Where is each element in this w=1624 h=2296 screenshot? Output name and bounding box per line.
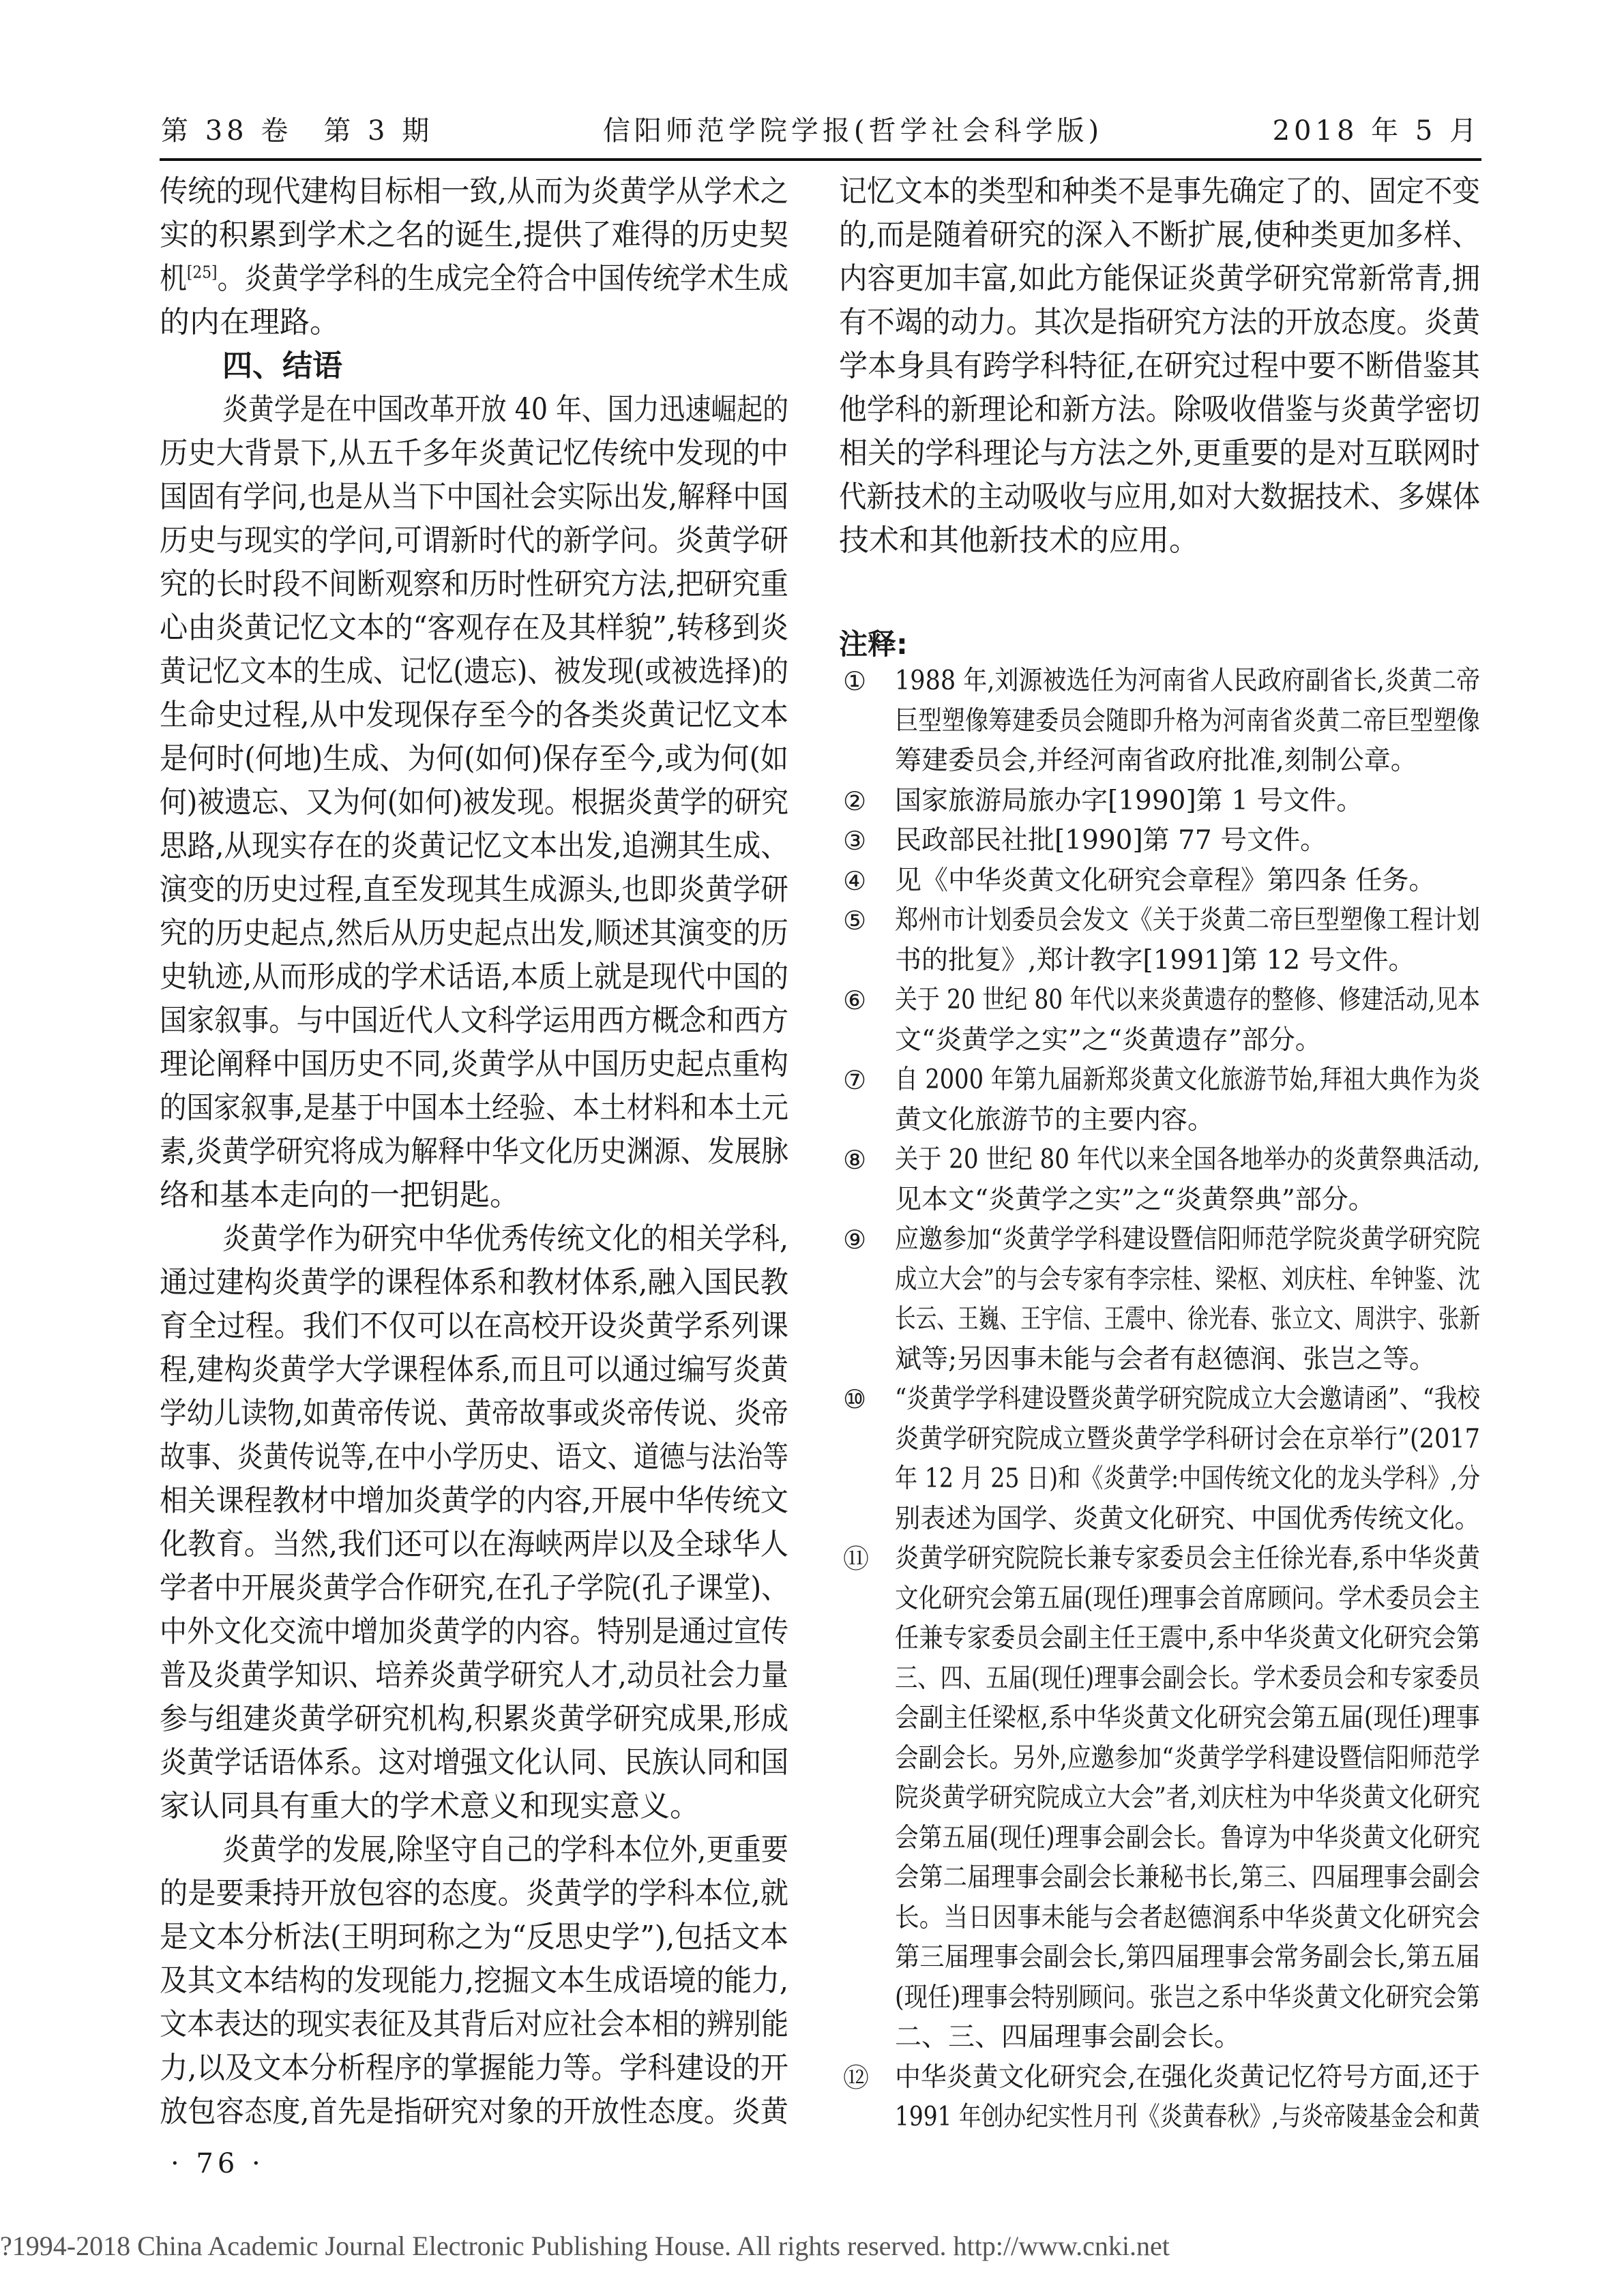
body-text-line: 黄记忆文本的生成、记忆(遗忘)、被发现(或被选择)的 — [160, 654, 789, 689]
body-text-line: 的是要秉持开放包容的态度。炎黄学的学科本位,就 — [160, 1876, 788, 1911]
body-text-line: 家认同具有重大的学术意义和现实意义。 — [160, 1789, 700, 1823]
note-text-line: 会第五届(现任)理事会副会长。鲁谆为中华炎黄文化研究 — [895, 1822, 1481, 1853]
body-text-line: 相关的学科理论与方法之外,更重要的是对互联网时 — [839, 436, 1480, 471]
body-text-line: 育全过程。我们不仅可以在高校开设炎黄学系列课 — [160, 1309, 789, 1343]
body-text-line: 力,以及文本分析程序的掌握能力等。学科建设的开 — [160, 2051, 788, 2085]
note-text-line: 文“炎黄学之实”之“炎黄遗存”部分。 — [895, 1024, 1322, 1056]
note-number: ③ — [843, 826, 867, 856]
body-text-line: 演变的历史过程,直至发现其生成源头,也即炎黄学研 — [160, 872, 788, 907]
note-text-line: (现任)理事会特别顾问。张岂之系中华炎黄文化研究会第 — [895, 1982, 1481, 2013]
body-text-line: 究的历史起点,然后从历史起点出发,顺述其演变的历 — [160, 916, 788, 951]
body-text-line: 记忆文本的类型和种类不是事先确定了的、固定不变 — [839, 174, 1481, 209]
note-text-line: 成立大会”的与会专家有李宗桂、梁枢、刘庆柱、牟钟鉴、沈 — [895, 1264, 1480, 1295]
body-text-line: 传统的现代建构目标相一致,从而为炎黄学从学术之 — [160, 174, 788, 209]
body-text-line: 学本身具有跨学科特征,在研究过程中要不断借鉴其 — [839, 348, 1480, 383]
note-text-line: “炎黄学学科建设暨炎黄学研究院成立大会邀请函”、“我校 — [895, 1384, 1481, 1414]
body-text-line: 的内在理路。 — [160, 305, 340, 340]
header-volume-issue: 第 38 卷 第 3 期 — [161, 115, 434, 147]
note-text-line: 1988 年,刘源被选任为河南省人民政府副省长,炎黄二帝 — [895, 666, 1480, 696]
note-text-line: 任兼专家委员会副主任王震中,系中华炎黄文化研究会第 — [895, 1623, 1481, 1654]
body-text-line: 炎黄学作为研究中华优秀传统文化的相关学科, — [222, 1221, 788, 1256]
notes-heading: 注释: — [839, 627, 908, 661]
note-number: ⑧ — [843, 1145, 867, 1175]
body-text-line: 历史大背景下,从五千多年炎黄记忆传统中发现的中 — [160, 436, 788, 471]
note-text-line: 民政部民社批[1990]第 77 号文件。 — [895, 825, 1327, 856]
body-text-line: 实的积累到学术之名的诞生,提供了难得的历史契 — [160, 218, 789, 252]
note-text-line: 书的批复》,郑计教字[1991]第 12 号文件。 — [895, 944, 1415, 976]
body-text-line: 相关课程教材中增加炎黄学的内容,开展中华传统文 — [160, 1483, 788, 1518]
body-text-line: 学者中开展炎黄学合作研究,在孔子学院(孔子课堂)、 — [160, 1570, 789, 1605]
citation-ref[interactable]: [25] — [186, 263, 218, 282]
copyright-notice: ?1994-2018 China Academic Journal Electronic Publishing House. All rights reserved. http://www.cnki.net — [0, 2231, 1170, 2261]
note-text-line: 应邀参加“炎黄学学科建设暨信阳师范学院炎黄学研究院 — [895, 1224, 1480, 1255]
body-text-line: 究的长时段不间断观察和历时性研究方法,把研究重 — [160, 567, 788, 601]
header-rule — [160, 158, 1481, 161]
body-text-line: 理论阐释中国历史不同,炎黄学从中国历史起点重构 — [160, 1047, 788, 1082]
note-text-line: 文化研究会第五届(现任)理事会首席顾问。学术委员会主 — [895, 1583, 1481, 1614]
body-text-line: 通过建构炎黄学的课程体系和教材体系,融入国民教 — [160, 1265, 788, 1300]
note-number: ④ — [843, 865, 867, 896]
note-number: ⑦ — [843, 1065, 867, 1095]
note-text-line: 斌等;另因事未能与会者有赵德润、张岂之等。 — [895, 1343, 1436, 1375]
note-text-line: 长云、王巍、王宇信、王震中、徐光春、张立文、周洪宇、张新 — [895, 1304, 1480, 1335]
body-text-line: 炎黄学话语体系。这对增强文化认同、民族认同和国 — [160, 1745, 789, 1780]
body-text-line: 放包容态度,首先是指研究对象的开放性态度。炎黄 — [160, 2094, 788, 2129]
note-text-line: 三、四、五届(现任)理事会副会长。学术委员会和专家委员 — [895, 1663, 1481, 1694]
note-text-line: 二、三、四届理事会副会长。 — [895, 2022, 1241, 2053]
note-text-line: 炎黄学研究院院长兼专家委员会主任徐光春,系中华炎黄 — [895, 1543, 1481, 1574]
note-text-line: 筹建委员会,并经河南省政府批准,刻制公章。 — [895, 745, 1417, 776]
body-text-line: 素,炎黄学研究将成为解释中华文化历史渊源、发展脉 — [160, 1134, 788, 1169]
body-text-line: 是文本分析法(王明珂称之为“反思史学”),包括文本 — [160, 1920, 789, 1954]
body-text-line: 代新技术的主动吸收与应用,如对大数据技术、多媒体 — [839, 479, 1481, 514]
body-text-line: 机[25]。炎黄学学科的生成完全符合中国传统学术生成 — [160, 261, 789, 296]
body-text-line: 化教育。当然,我们还可以在海峡两岸以及全球华人 — [160, 1527, 788, 1562]
note-text-line: 年 12 月 25 日)和《炎黄学:中国传统文化的龙头学科》,分 — [895, 1463, 1481, 1494]
body-text-line: 有不竭的动力。其次是指研究方法的开放态度。炎黄 — [839, 305, 1481, 340]
note-text-line: 院炎黄学研究院成立大会”者,刘庆柱为中华炎黄文化研究 — [895, 1783, 1480, 1813]
note-text-line: 关于 20 世纪 80 年代以来全国各地举办的炎黄祭典活动, — [895, 1144, 1481, 1175]
body-text-line: 络和基本走向的一把钥匙。 — [160, 1178, 520, 1212]
body-text-line: 何)被遗忘、又为何(如何)被发现。根据炎黄学的研究 — [160, 785, 789, 820]
note-text-line: 见《中华炎黄文化研究会章程》第四条 任务。 — [895, 865, 1436, 896]
note-text-line: 长。当日因事未能与会者赵德润系中华炎黄文化研究会 — [895, 1902, 1481, 1933]
body-text-line: 程,建构炎黄学大学课程体系,而且可以通过编写炎黄 — [160, 1352, 788, 1387]
note-text-line: 会副主任梁枢,系中华炎黄文化研究会第五届(现任)理事 — [895, 1703, 1480, 1733]
note-text-line: 中华炎黄文化研究会,在强化炎黄记忆符号方面,还于 — [895, 2061, 1480, 2093]
body-text-line: 技术和其他新技术的应用。 — [839, 523, 1199, 558]
body-text-line: 学幼儿读物,如黄帝传说、黄帝故事或炎帝传说、炎帝 — [160, 1396, 788, 1431]
note-text-line: 会副会长。另外,应邀参加“炎黄学学科建设暨信阳师范学 — [895, 1742, 1480, 1774]
body-text-line: 的,而是随着研究的深入不断扩展,使种类更加多样、 — [839, 218, 1481, 252]
note-text-line: 炎黄学研究院成立暨炎黄学学科研讨会在京举行”(2017 — [895, 1423, 1480, 1455]
header-journal-title: 信阳师范学院学报(哲学社会科学版) — [602, 115, 1104, 147]
note-text-line: 巨型塑像筹建委员会随即升格为河南省炎黄二帝巨型塑像 — [895, 705, 1481, 736]
body-text-line: 普及炎黄学知识、培养炎黄学研究人才,动员社会力量 — [160, 1658, 788, 1693]
note-number: ⑩ — [843, 1384, 867, 1414]
note-text-line: 自 2000 年第九届新郑炎黄文化旅游节始,拜祖大典作为炎 — [895, 1064, 1481, 1095]
body-text-line: 及其文本结构的发现能力,挖掘文本生成语境的能力, — [160, 1963, 788, 1998]
body-text-line: 炎黄学的发展,除坚守自己的学科本位外,更重要 — [222, 1832, 788, 1867]
body-text-line: 是何时(何地)生成、为何(如何)保存至今,或为何(如 — [160, 741, 789, 776]
section-heading: 四、结语 — [222, 348, 342, 383]
note-number: ① — [843, 666, 867, 696]
page-number: · 76 · — [171, 2148, 265, 2179]
body-text-line: 思路,从现实存在的炎黄记忆文本出发,追溯其生成、 — [160, 829, 788, 863]
body-text-line: 历史与现实的学问,可谓新时代的新学问。炎黄学研 — [160, 523, 788, 558]
note-text-line: 第三届理事会副会长,第四届理事会常务副会长,第五届 — [895, 1942, 1481, 1973]
note-text-line: 关于 20 世纪 80 年代以来炎黄遗存的整修、修建活动,见本 — [895, 985, 1481, 1015]
body-text-line: 国固有学问,也是从当下中国社会实际出发,解释中国 — [160, 479, 788, 514]
note-number: ⑤ — [843, 906, 867, 936]
note-number: ⑪ — [843, 1544, 870, 1574]
note-number: ⑨ — [843, 1225, 867, 1255]
note-text-line: 见本文“炎黄学之实”之“炎黄祭典”部分。 — [895, 1184, 1375, 1215]
note-text-line: 国家旅游局旅办字[1990]第 1 号文件。 — [895, 785, 1363, 816]
note-text-line: 1991 年创办纪实性月刊《炎黄春秋》,与炎帝陵基金会和黄 — [895, 2102, 1480, 2132]
note-text-line: 会第二届理事会副会长兼秘书长,第三、四届理事会副会 — [895, 1862, 1481, 1893]
body-text-line: 生命史过程,从中发现保存至今的各类炎黄记忆文本 — [160, 698, 788, 732]
note-text-line: 别表述为国学、炎黄文化研究、中国优秀传统文化。 — [895, 1503, 1480, 1534]
body-text-line: 参与组建炎黄学研究机构,积累炎黄学研究成果,形成 — [160, 1701, 788, 1736]
body-text-line: 的国家叙事,是基于中国本土经验、本土材料和本土元 — [160, 1090, 788, 1125]
note-text-line: 郑州市计划委员会发文《关于炎黄二帝巨型塑像工程计划 — [895, 905, 1481, 936]
body-text-line: 心由炎黄记忆文本的“客观存在及其样貌”,转移到炎 — [160, 610, 789, 645]
body-text-line: 史轨迹,从而形成的学术话语,本质上就是现代中国的 — [160, 959, 788, 994]
body-text-line: 文本表达的现实表征及其背后对应社会本相的辨别能 — [160, 2007, 789, 2042]
body-text-line: 他学科的新理论和新方法。除吸收借鉴与炎黄学密切 — [839, 392, 1481, 427]
note-number: ⑥ — [843, 985, 867, 1015]
header-date: 2018 年 5 月 — [1272, 115, 1481, 147]
body-text-line: 国家叙事。与中国近代人文科学运用西方概念和西方 — [160, 1003, 789, 1038]
body-text-line: 内容更加丰富,如此方能保证炎黄学研究常新常青,拥 — [839, 261, 1481, 296]
body-text-line: 故事、炎黄传说等,在中小学历史、语文、道德与法治等 — [160, 1440, 789, 1474]
note-text-line: 黄文化旅游节的主要内容。 — [895, 1104, 1215, 1135]
body-text-line: 中外文化交流中增加炎黄学的内容。特别是通过宣传 — [160, 1614, 789, 1649]
note-number: ⑫ — [843, 2062, 870, 2093]
body-text-line: 炎黄学是在中国改革开放 40 年、国力迅速崛起的 — [222, 392, 788, 427]
note-number: ② — [843, 786, 867, 816]
